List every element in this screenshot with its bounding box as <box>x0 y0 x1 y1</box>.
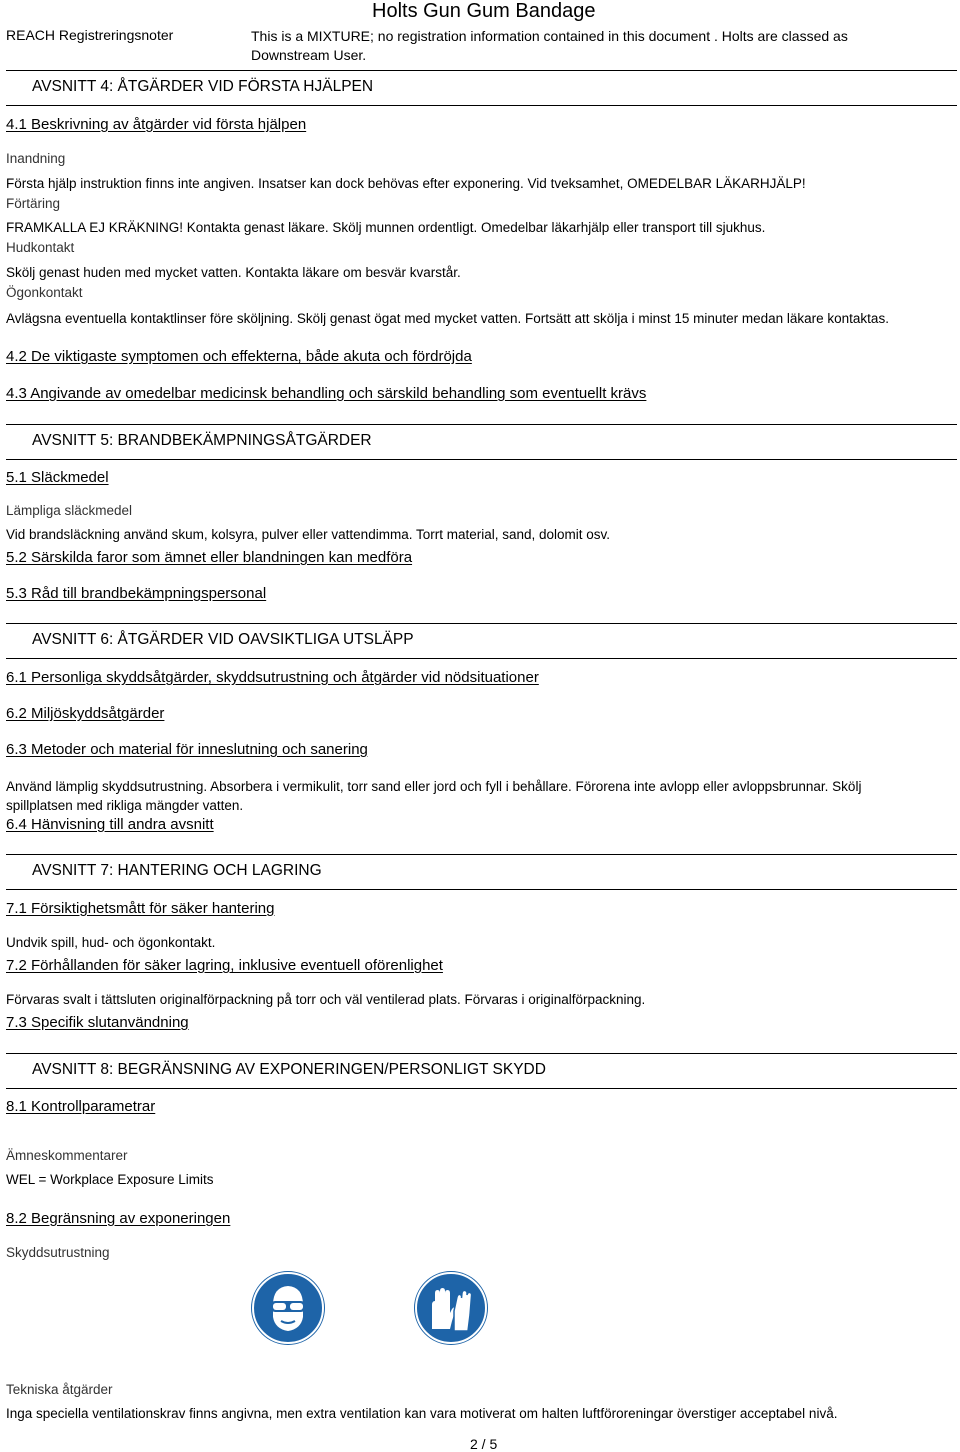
label-protective-equipment: Skyddsutrustning <box>6 1245 110 1260</box>
text-suitable-media: Vid brandsläckning använd skum, kolsyra, pulver eller vattendimma. Torrt material, sand, dolomit osv. <box>6 527 611 542</box>
text-7-2: Förvaras svalt i tättsluten originalförpackning på torr och väl ventilerad plats. Förvaras i originalförpackning. <box>6 992 646 1007</box>
label-technical-measures: Tekniska åtgärder <box>6 1382 113 1397</box>
subsection-4-1: 4.1 Beskrivning av åtgärder vid första hjälpen <box>6 116 307 133</box>
subsection-6-3: 6.3 Metoder och material för inneslutning och sanering <box>6 741 368 758</box>
subsection-5-3: 5.3 Råd till brandbekämpningspersonal <box>6 585 267 602</box>
subsection-4-3: 4.3 Angivande av omedelbar medicinsk behandling och särskild behandling som eventuellt krävs <box>6 385 647 402</box>
text-ingestion: FRAMKALLA EJ KRÄKNING! Kontakta genast läkare. Skölj munnen ordentligt. Omedelbar läkarhjälp eller transport till sjukhus. <box>6 220 766 235</box>
section-5-header <box>6 424 957 460</box>
label-substance-comments: Ämneskommentarer <box>6 1148 128 1163</box>
label-skin-contact: Hudkontakt <box>6 240 75 255</box>
label-suitable-media: Lämpliga släckmedel <box>6 503 133 518</box>
text-technical-measures: Inga speciella ventilationskrav finns angivna, men extra ventilation kan vara motiverat om halten luftföroreningar överstiger acceptabel nivå. <box>6 1406 838 1421</box>
subsection-6-4: 6.4 Hänvisning till andra avsnitt <box>6 816 214 833</box>
label-inhalation: Inandning <box>6 151 66 166</box>
text-7-1: Undvik spill, hud- och ögonkontakt. <box>6 935 216 950</box>
text-inhalation: Första hjälp instruktion finns inte angiven. Insatser kan dock behövas efter exponering. Vid tveksamhet, OMEDELBAR LÄKARHJÄLP! <box>6 176 806 191</box>
goggles-icon <box>251 1271 325 1345</box>
header-doc-type: REACH Registreringsnoter <box>6 27 174 43</box>
subsection-7-3: 7.3 Specifik slutanvändning <box>6 1014 189 1031</box>
label-eye-contact: Ögonkontakt <box>6 285 83 300</box>
subsection-4-2: 4.2 De viktigaste symptomen och effekterna, både akuta och fördröjda <box>6 348 472 365</box>
section-7-title: AVSNITT 7: HANTERING OCH LAGRING <box>32 862 322 879</box>
subsection-8-2: 8.2 Begränsning av exponeringen <box>6 1210 231 1227</box>
section-4-header <box>6 70 957 106</box>
subsection-8-1: 8.1 Kontrollparametrar <box>6 1098 156 1115</box>
section-6-header <box>6 623 957 659</box>
text-skin-contact: Skölj genast huden med mycket vatten. Kontakta läkare om besvär kvarstår. <box>6 265 461 280</box>
section-7-header <box>6 854 957 890</box>
subsection-5-1: 5.1 Släckmedel <box>6 469 109 486</box>
section-4-title: AVSNITT 4: ÅTGÄRDER VID FÖRSTA HJÄLPEN <box>32 78 374 95</box>
subsection-6-1: 6.1 Personliga skyddsåtgärder, skyddsutrustning och åtgärder vid nödsituationer <box>6 669 539 686</box>
header-note: This is a MIXTURE; no registration information contained in this document . Holts are classed as Downstream User. <box>251 28 848 63</box>
section-6-title: AVSNITT 6: ÅTGÄRDER VID OAVSIKTLIGA UTSLÄPP <box>32 631 414 648</box>
text-6-3: Använd lämplig skyddsutrustning. Absorbera i vermikulit, torr sand eller jord och fyll i behållare. Förorena inte avlopp eller avloppsbrunnar. Skölj spillplatsen med rikliga mängder vatten. <box>6 779 862 813</box>
text-eye-contact: Avlägsna eventuella kontaktlinser före sköljning. Skölj genast ögat med mycket vatten. Fortsätt att skölja i minst 15 minuter medan läkare kontaktas. <box>6 311 889 326</box>
section-5-title: AVSNITT 5: BRANDBEKÄMPNINGSÅTGÄRDER <box>32 432 372 449</box>
product-title: Holts Gun Gum Bandage <box>372 0 596 22</box>
text-substance-comments: WEL = Workplace Exposure Limits <box>6 1172 214 1187</box>
section-8-title: AVSNITT 8: BEGRÄNSNING AV EXPONERINGEN/PERSONLIGT SKYDD <box>32 1061 546 1078</box>
page-number: 2 / 5 <box>470 1436 498 1452</box>
subsection-7-2: 7.2 Förhållanden för säker lagring, inklusive eventuell oförenlighet <box>6 957 443 974</box>
subsection-6-2: 6.2 Miljöskyddsåtgärder <box>6 705 165 722</box>
section-8-header <box>6 1053 957 1089</box>
subsection-7-1: 7.1 Försiktighetsmått för säker hantering <box>6 900 275 917</box>
subsection-5-2: 5.2 Särskilda faror som ämnet eller blandningen kan medföra <box>6 549 413 566</box>
gloves-icon <box>414 1271 488 1345</box>
label-ingestion: Förtäring <box>6 196 61 211</box>
